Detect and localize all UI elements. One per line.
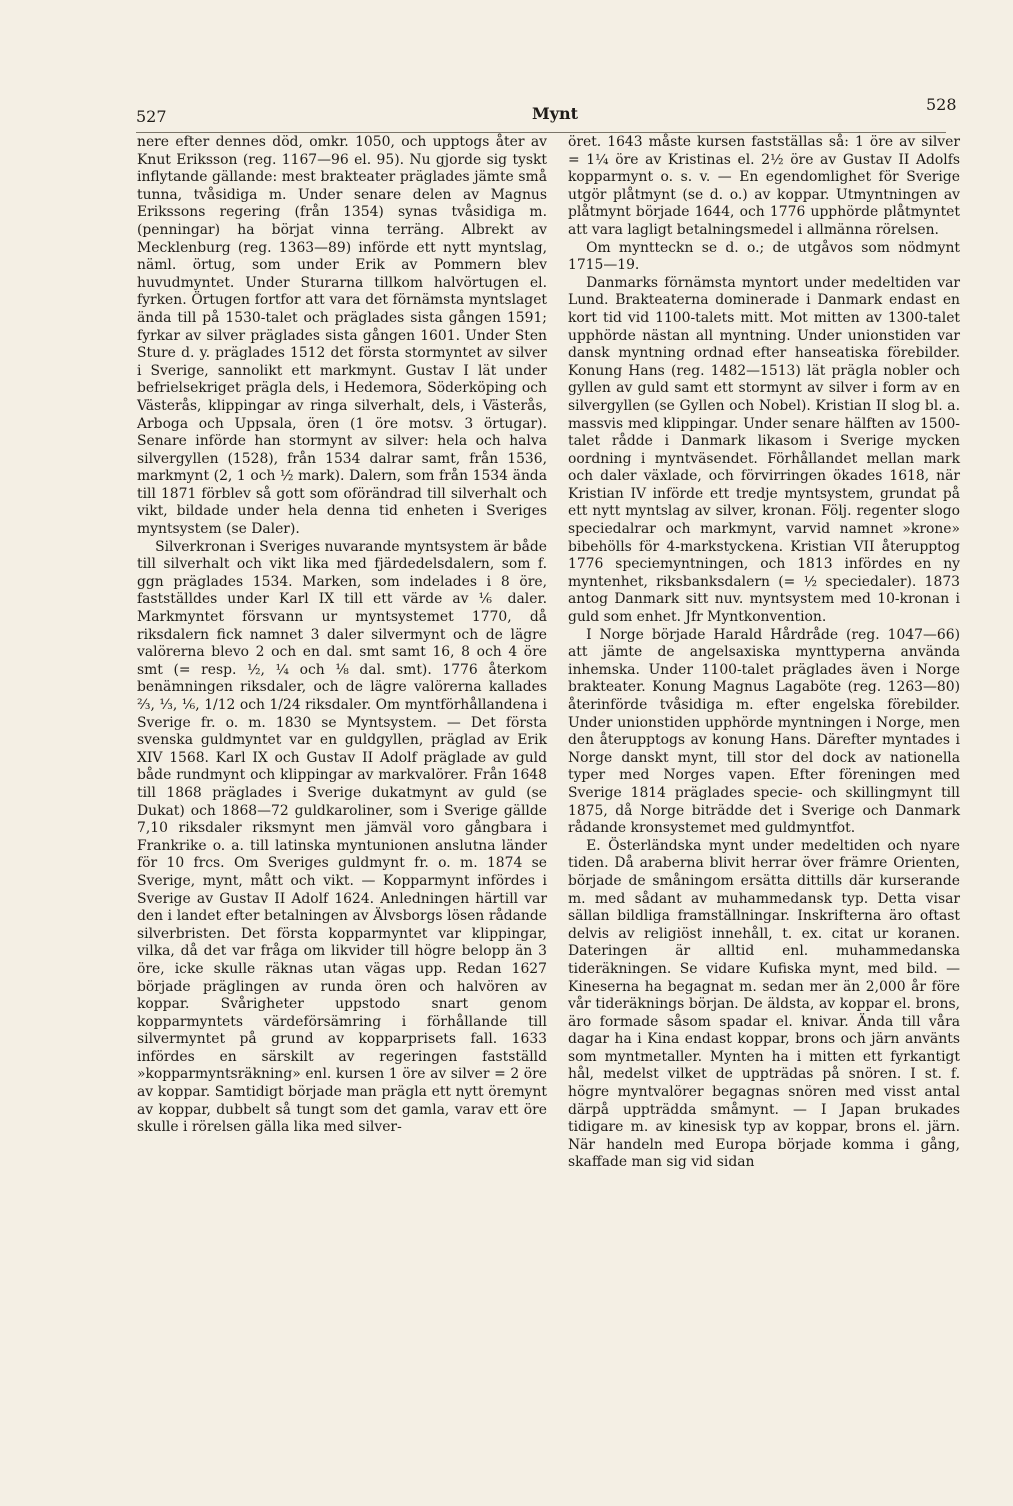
right-paragraph-5: E. Österländska mynt under medeltiden och nyare tiden. Då araberna blivit herrar över främre Orienten, började de småningom ersätta dittills där kurserande m. med sådant av muhammedansk typ. Detta visar sällan bildliga framställningar. Inskrifterna äro oftast delvis av religiöst innehåll, t. ex. citat ur koranen. Dateringen är alltid enl. muhammedanska tideräkningen. Se vidare Kufiska mynt, med bild. — Kineserna ha begagnat m. sedan mer än 2,000 år före vår tideräknings början. De äldsta, av koppar el. brons, äro formade såsom spadar el. knivar. Ända till våra dagar ha i Kina endast koppar, brons och järn använts som myntmetaller. Mynten ha i mitten ett fyrkantigt hål, medelst vilket de uppträdas på snören. I st. f. högre myntvalörer begagnas snören med visst antal därpå uppträdda småmynt. — I Japan brukades tidigare m. av kinesisk typ av koppar, brons el. järn. När handeln med Europa började komma i gång, skaffade man sig vid sidan (568, 837, 960, 1171)
right-paragraph-2: Om myntteckn se d. o.; de utgåvos som nödmynt 1715—19. (568, 239, 960, 274)
page-header (0, 95, 1013, 125)
page-number-left: 527 (136, 107, 167, 126)
running-head: Mynt (532, 104, 579, 123)
page-number-right: 528 (926, 95, 957, 114)
header-rule (136, 132, 946, 133)
right-paragraph-4: I Norge började Harald Hårdråde (reg. 1047—66) att jämte de angelsaxiska mynttyperna använda inhemska. Under 1100-talet präglades även i Norge brakteater. Konung Magnus Lagaböte (reg. 1263—80) återinförde tvåsidiga m. efter engelska förebilder. Under unionstiden upphörde myntningen i Norge, men den återupptogs av konung Hans. Därefter myntades i Norge danskt mynt, till stor del dock av nationella typer med Norges vapen. Efter föreningen med Sverige 1814 präglades specie- och skillingmynt till 1875, då Norge biträdde det i Sverige och Danmark rådande kronsystemet med guldmyntfot. (568, 626, 960, 837)
right-paragraph-1: öret. 1643 måste kursen fastställas så: 1 öre av silver = 1¼ öre av Kristinas el. 2½ öre av Gustav II Adolfs kopparmynt o. s. v. — En egendomlighet för Sverige utgör plåtmynt (se d. o.) av koppar. Utmyntningen av plåtmynt började 1644, och 1776 upphörde plåtmyntet att vara lagligt betalningsmedel i allmänna rörelsen. (568, 134, 960, 238)
right-paragraph-3: Danmarks förnämsta myntort under medeltiden var Lund. Brakteaterna dominerade i Danmark endast en kort tid vid 1100-talets mitt. Mot mitten av 1300-talet upphörde nästan all myntning. Under unionstiden var dansk myntning ordnad efter hanseatiska förebilder. Konung Hans (reg. 1482—1513) lät prägla nobler och gyllen av guld samt ett stormynt av silver i form av en silvergyllen (se Gyllen och Nobel). Kristian II slog bl. a. massvis med klippingar. Under senare hälften av 1500-talet rådde i Danmark likasom i Sverige mycken oordning i myntväsendet. Förhållandet mellan mark och daler växlade, och förvirringen ökades 1618, när Kristian IV införde ett tredje myntsystem, grundat på ett nytt myntslag av silver, kronan. Följ. regenter slogo speciedalrar och markmynt, varvid namnet »krone» bibehölls för 4-markstyckena. Kristian VII återupptog 1776 speciemyntningen, och 1813 infördes en ny myntenhet, riksbanksdalern (= ½ speciedaler). 1873 antog Danmark sitt nuv. myntsystem med 10-kronan i guld som enhet. Jfr Myntkonvention. (568, 274, 960, 626)
right-column (568, 134, 960, 1172)
left-column (137, 134, 547, 1137)
left-paragraph-1: nere efter dennes död, omkr. 1050, och upptogs åter av Knut Eriksson (reg. 1167—96 el. 95). Nu gjorde sig tyskt inflytande gällande: mest brakteater präglades jämte små tunna, tvåsidiga m. Under senare delen av Magnus Erikssons regering (från 1354) synas tvåsidiga m. (penningar) ha börjat vinna terräng. Albrekt av Mecklenburg (reg. 1363—89) införde ett nytt myntslag, näml. örtug, som under Erik av Pommern blev huvudmyntet. Under Sturarna tillkom halvörtugen el. fyrken. Örtugen fortfor att vara det förnämsta myntslaget ända till på 1530-talet och präglades sista gången 1591; fyrkar av silver präglades sista gången 1601. Under Sten Sture d. y. präglades 1512 det första stormyntet av silver i Sverige, sannolikt ett markmynt. Gustav I lät under befrielsekriget prägla dels, i Hedemora, Söderköping och Västerås, klippingar av ringa silverhalt, dels, i Västerås, Arboga och Uppsala, ören (1 öre motsv. 3 örtugar). Senare införde han stormynt av silver: hela och halva silvergyllen (1528), från 1534 dalrar samt, från 1536, markmynt (2, 1 och ½ mark). Dalern, som från 1534 ända till 1871 förblev så gott som oförändrad till silverhalt och vikt, bildade under hela denna tid enheten i Sveriges myntsystem (se Daler). (137, 134, 547, 538)
left-paragraph-2: Silverkronan i Sveriges nuvarande myntsystem är både till silverhalt och vikt lika med fjärdedelsdalern, som f. ggn präglades 1534. Marken, som indelades i 8 öre, fastställdes under Karl IX till ett värde av ⅙ daler. Markmyntet försvann ur myntsystemet 1770, då riksdalern fick namnet 3 daler silvermynt och de lägre valörerna blevo 2 och en dal. smt samt 16, 8 och 4 öre smt (= resp. ½, ¼ och ⅛ dal. smt). 1776 återkom benämningen riksdaler, och de lägre valörerna kallades ⅔, ⅓, ⅙, 1/12 och 1/24 riksdaler. Om myntförhållandena i Sverige fr. o. m. 1830 se Myntsystem. — Det första svenska guldmyntet var en guldgyllen, präglad av Erik XIV 1568. Karl IX och Gustav II Adolf präglade av guld både rundmynt och klippingar av markvalörer. Från 1648 till 1868 präglades i Sverige dukatmynt av guld (se Dukat) och 1868—72 guldkaroliner, som i Sverige gällde 7,10 riksdaler riksmynt men jämväl voro gångbara i Frankrike o. a. till latinska myntunionen anslutna länder för 10 frcs. Om Sveriges guldmynt fr. o. m. 1874 se Sverige, mynt, mått och vikt. — Kopparmynt infördes i Sverige av Gustav II Adolf 1624. Anledningen härtill var den i landet efter betalningen av Älvsborgs lösen rådande silverbristen. Det första kopparmyntet var klippingar, vilka, då det var fråga om likvider till högre belopp än 3 öre, icke skulle räknas utan vägas upp. Redan 1627 började präglingen av runda ören och halvören av koppar. Svårigheter uppstodo snart genom kopparmyntets värdeförsämring i förhållande till silvermyntet på grund av kopparprisets fall. 1633 infördes en särskilt av regeringen fastställd »kopparmyntsräkning» enl. kursen 1 öre av silver = 2 öre av koppar. Samtidigt började man prägla ett nytt öremynt av koppar, dubbelt så tungt som det gamla, varav ett öre skulle i rörelsen gälla lika med silver- (137, 538, 547, 1136)
